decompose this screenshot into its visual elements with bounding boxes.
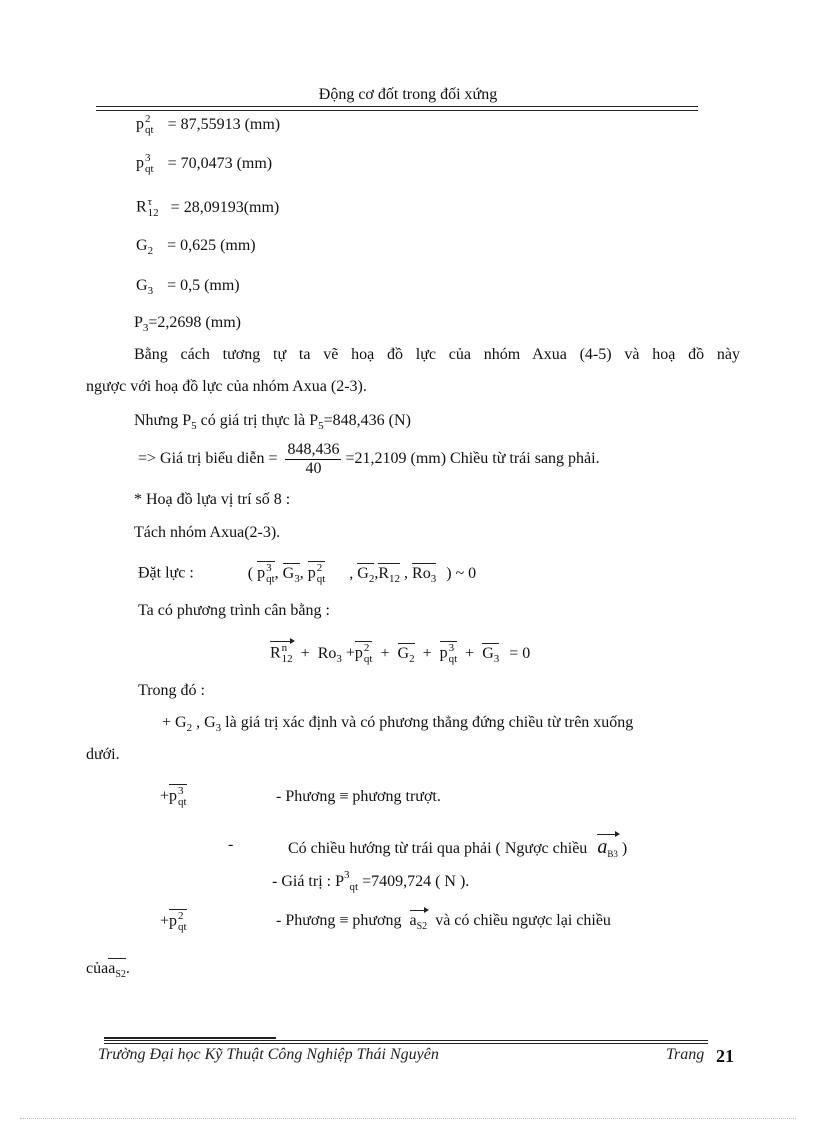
text: => Giá trị biểu diễn = [138,450,282,468]
sub: qt [145,124,154,136]
sub: qt [349,881,359,893]
symbol: G [282,564,295,582]
plus: + [345,644,355,662]
text: của [86,960,109,977]
paragraph-line-1: Bằng cách tương tự ta vẽ hoạ đồ lực của nhóm Axua (4-5) và hoạ đồ này [134,346,740,363]
sub: 3 [336,652,342,665]
tach-nhom: Tách nhóm Axua(2-3). [134,524,281,541]
footer-school: Trường Đại học Kỹ Thuật Công Nghiệp Thái Nguyên [98,1046,439,1063]
sup: 2 [363,642,370,654]
equals-zero: = 0 [509,644,531,662]
symbol: P [134,314,143,331]
sup: 3 [448,642,455,654]
denominator: 40 [305,460,322,477]
symbol: p [257,564,266,582]
sup: 3 [145,152,151,164]
pqt3-label [160,786,187,808]
text: =848,436 (N) [323,412,411,429]
paren: ) [621,840,628,857]
sub: S2 [115,969,126,980]
sub: 3 [215,722,222,734]
symbol: G [397,644,410,662]
g-description-line-2: dưới. [86,746,120,763]
comma: , [274,564,279,582]
sup: n [281,642,288,654]
text: có giá trị thực là P [196,412,319,429]
text: + G [162,714,187,731]
sub: qt [363,653,373,665]
sup: 2 [145,113,151,125]
vector-g2 [398,645,415,665]
vector-ro3 [412,565,436,585]
text: - Giá trị : P [272,873,344,890]
representation-line [138,441,600,478]
sub: 12 [147,207,159,219]
symbol: p [307,564,316,582]
symbol: G [482,644,494,662]
sub: 3 [147,285,154,297]
p3-line [134,314,241,334]
vector-pqt3 [257,563,275,585]
numerator: 848,436 [287,441,340,458]
symbol: p [169,912,178,930]
sub: 2 [147,245,154,257]
symbol: p [439,644,448,662]
sub: 2 [409,652,415,665]
sub: 5 [191,420,197,432]
text: , G [192,714,216,731]
vector-pqt3 [440,643,458,665]
footer-trang: Trang [666,1046,705,1063]
sub: 5 [318,420,324,432]
vector-pqt2 [169,911,187,933]
page-number: 21 [716,1046,734,1066]
sup: 3 [178,785,184,797]
ro3-term [317,644,342,665]
vector-as2 [108,960,126,980]
comma: , [299,564,304,582]
symbol: G [136,277,148,294]
text: và có chiều ngược lại chiều [435,912,611,929]
paragraph-line-2: ngược với hoạ đồ lực của nhóm Axua (2-3). [86,378,367,395]
pqt3-direction: - Phương ≡ phương trượt. [276,788,441,805]
vector-g3 [482,645,499,665]
vector-r12 [378,565,400,585]
value: =2,2698 (mm) [148,314,241,331]
sub: qt [178,796,187,808]
pqt3-value [272,869,470,893]
formula-g2 [136,237,256,257]
text: Nhưng P [134,412,192,429]
text: . [125,960,130,977]
fraction [285,441,341,478]
value: = 28,09193(mm) [170,198,280,216]
sub: qt [266,573,275,585]
plus: + [160,912,170,930]
plus: + [422,644,432,662]
plus: + [300,644,310,662]
label: Đặt lực : [138,564,194,582]
vector-g2 [357,565,374,585]
sub: 2 [368,572,375,585]
page-bottom-dots [20,1118,796,1119]
header-rule-bottom [96,110,698,111]
footer-rule-top [104,1040,708,1041]
pqt3-sense [288,836,627,859]
value: = 0,5 (mm) [167,277,240,294]
g-description-line-1 [162,714,633,734]
sub: 12 [281,653,293,665]
sub: S2 [416,921,428,932]
comma: , [374,564,379,582]
text: =21,2109 (mm) Chiều từ trái sang phải. [345,450,600,468]
sub: 2 [186,722,193,734]
symbol: Ro [412,564,431,582]
sub: 3 [294,572,300,585]
vector-g3 [283,565,300,585]
symbol: a [108,960,116,977]
comma: , [404,564,409,582]
dat-luc-line [138,563,476,585]
paren: ) ~ 0 [446,564,477,582]
sub: qt [145,163,154,175]
section-heading: * Hoạ đồ lựa vị trí số 8 : [134,491,291,508]
plus: + [465,644,475,662]
symbol: p [169,787,178,805]
symbol: p [136,154,144,172]
vector-pqt2 [355,643,373,665]
text: =7409,724 ( N ). [358,873,470,890]
value: = 70,0473 (mm) [167,154,273,172]
vector-as2 [410,912,428,932]
equation-label: Ta có phương trình cân bằng : [138,602,330,619]
sup: 2 [316,562,323,574]
plus: + [380,644,390,662]
formula-r12 [136,197,279,219]
trong-do: Trong đó : [138,682,205,699]
sub: qt [178,921,187,933]
sup: 3 [344,869,350,881]
value: = 0,625 (mm) [167,237,256,254]
sub: 12 [389,572,401,585]
balance-equation [270,643,530,665]
pqt3-dash: - [228,836,234,853]
formula-pqt2 [136,114,280,136]
sub: 3 [430,572,437,585]
vector-pqt3 [169,786,187,808]
header-rule-top [96,106,698,107]
p5-line [134,412,411,432]
sub: 3 [493,652,500,665]
symbol: R [378,564,390,582]
sub: qt [448,653,458,665]
formula-g3 [136,277,240,297]
pqt2-label [160,911,187,933]
text: Có chiều hướng từ trái qua phải ( Ngược chiều [288,840,588,857]
symbol: G [357,564,369,582]
comma: , [349,564,354,582]
symbol: a [597,836,608,858]
text: là giá trị xác định và có phương thẳng đứng chiều từ trên xuống [221,714,634,731]
plus: + [160,787,170,805]
symbol: R [136,198,147,216]
symbol: G [136,237,148,254]
footer-rule-bottom [104,1043,708,1044]
vector-rn12 [270,643,293,665]
text: - Phương ≡ phương [276,912,402,929]
vector-pqt2 [308,563,326,585]
sup: τ [147,196,153,208]
page-header-title: Động cơ đốt trong đối xứng [318,86,498,103]
sup: 2 [178,910,184,922]
pqt2-direction [276,912,611,932]
formula-pqt3 [136,153,272,175]
pqt2-last-line [86,960,130,980]
sub: B3 [607,849,618,859]
sup: 3 [266,562,272,574]
symbol: a [409,912,417,929]
vector-ab3 [597,836,618,859]
paren: ( [247,564,254,582]
sub: 3 [142,322,149,334]
value: = 87,55913 (mm) [167,115,281,133]
symbol: p [136,115,144,133]
sub: qt [316,573,326,585]
symbol: p [354,644,363,662]
symbol: Ro [317,644,337,662]
footer-rule-thick [104,1037,276,1039]
symbol: R [270,644,281,662]
